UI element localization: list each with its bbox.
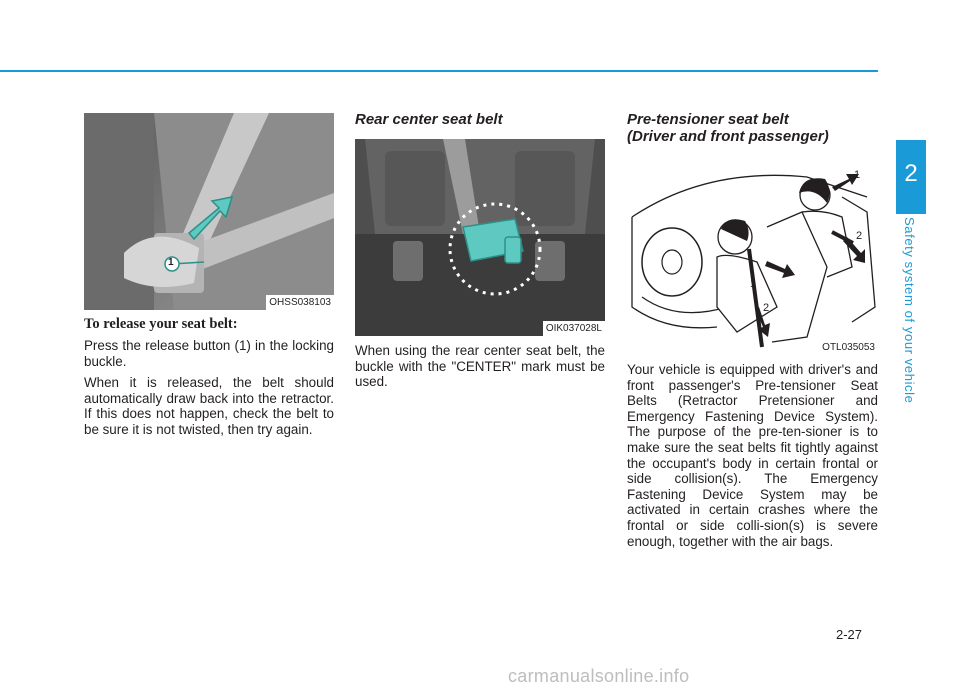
release-subheading: To release your seat belt:	[84, 316, 238, 332]
release-paragraph-2: When it is released, the belt should automatically draw back into the retractor. If this does not happen, check the belt to be sure it is not twisted, then try again.	[84, 375, 334, 437]
callout-1: 1	[168, 257, 174, 268]
watermark: carmanualsonline.info	[508, 666, 690, 686]
rear-center-paragraph: When using the rear center seat belt, the buckle with the "CENTER" mark must be used.	[355, 343, 605, 390]
chapter-number: 2	[904, 160, 918, 187]
image-code: OIK037028L	[543, 321, 605, 336]
pretensioner-drawing	[627, 157, 878, 355]
pretensioner-illustration	[627, 157, 878, 355]
image-code: OTL035053	[819, 340, 878, 355]
header-rule	[0, 70, 878, 72]
chapter-title-text: Safety system of your vehicle	[902, 217, 917, 404]
callout-2-upper: 2	[856, 230, 863, 242]
pretensioner-heading-line-2: (Driver and front passenger)	[627, 128, 829, 145]
image-code: OHSS038103	[266, 295, 334, 310]
callout-1-upper: 1	[854, 169, 861, 181]
pretensioner-paragraph: Your vehicle is equipped with driver's and front passenger's Pre-tensioner Seat Belts (Retractor Pretensioner and Emergency Fastening Device System). The purpose of the pre-ten-sioner is to make sure the seat belts fit tightly against the occupant's body in certain frontal or side collision(s). The Emergency Fastening Device System may be activated in certain crashes where the frontal or side colli-sion(s) is severe enough, together with the air bags.	[627, 362, 878, 549]
callout-1-lower: 1	[750, 278, 757, 290]
release-paragraph-1: Press the release button (1) in the locking buckle.	[84, 338, 334, 369]
rear-center-heading: Rear center seat belt	[355, 111, 503, 128]
chapter-title	[897, 217, 925, 407]
pretensioner-heading-line-1: Pre-tensioner seat belt	[627, 111, 789, 128]
seat-belt-release-illustration	[84, 113, 334, 310]
rear-center-illustration	[355, 139, 605, 336]
rear-center-photo	[355, 139, 605, 336]
seat-belt-release-photo	[84, 113, 334, 310]
callout-2-lower: 2	[763, 302, 770, 314]
page-number: 2-27	[836, 627, 863, 642]
